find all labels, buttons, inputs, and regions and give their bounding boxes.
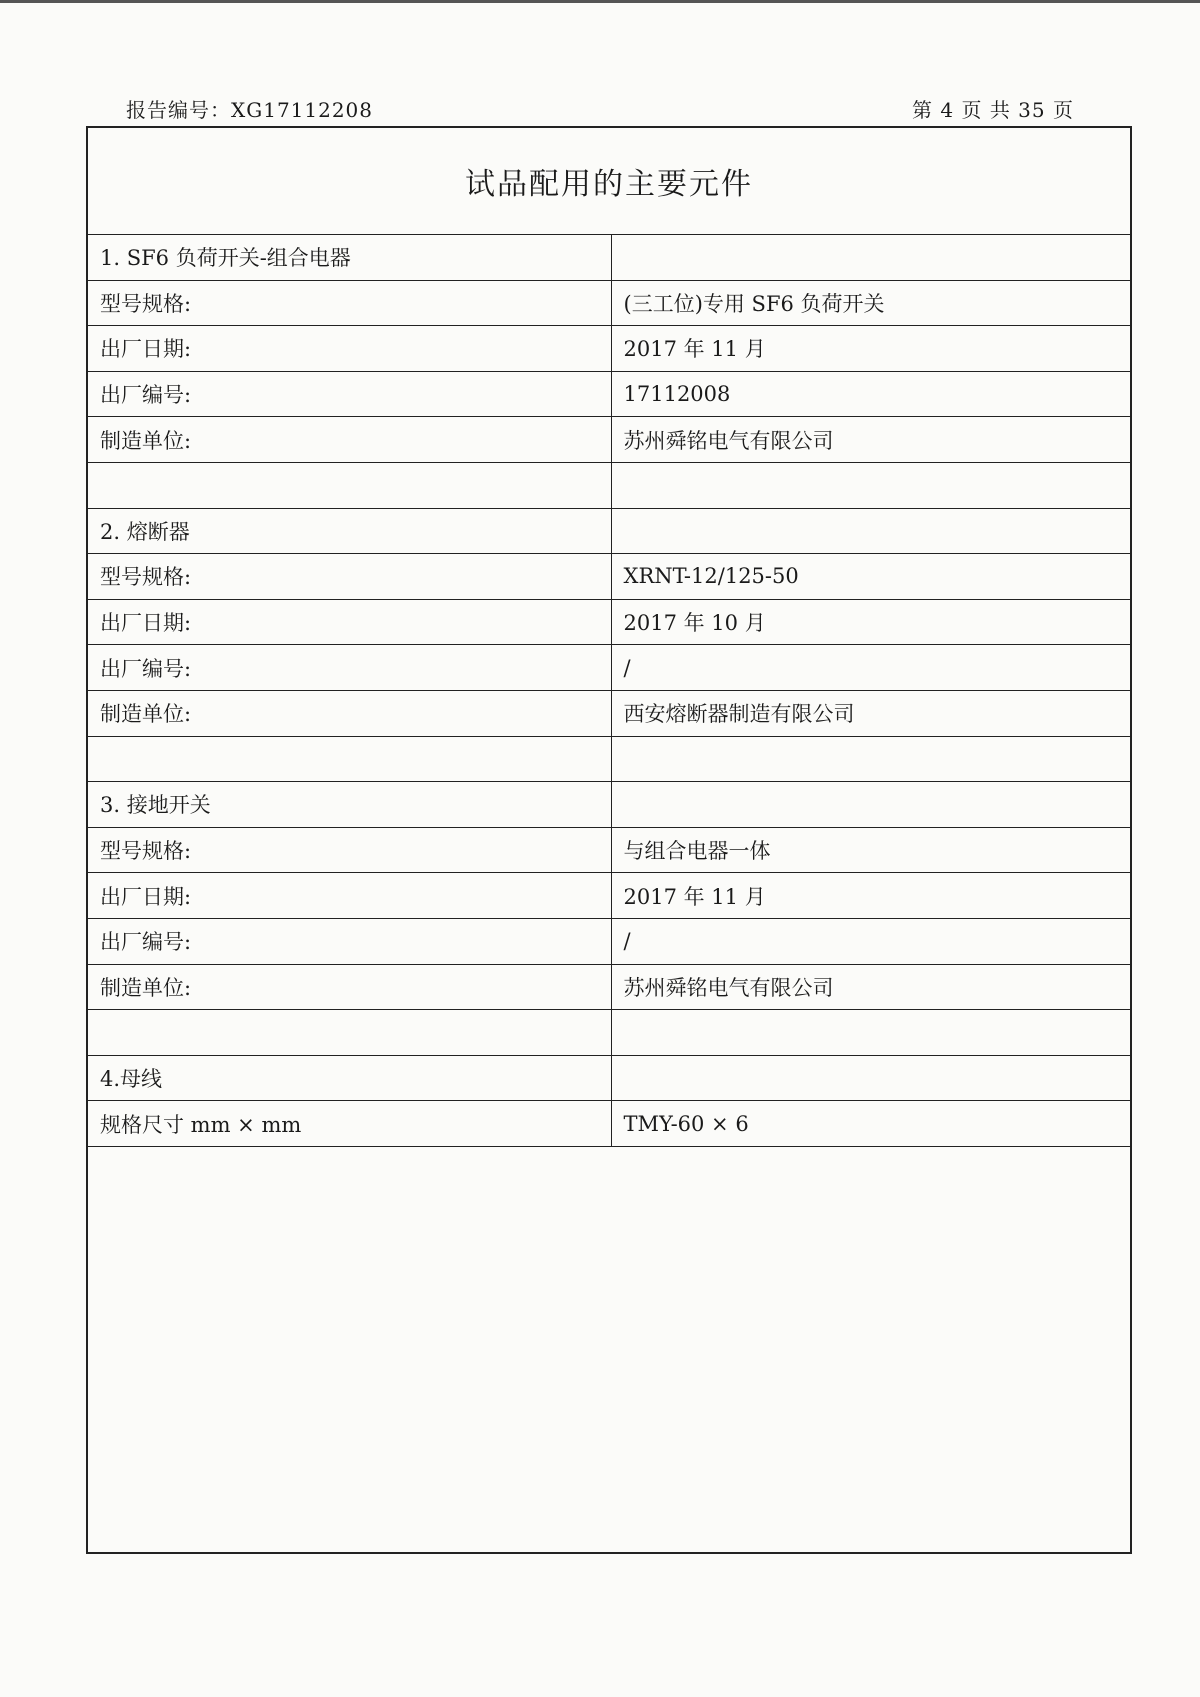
document-title: 试品配用的主要元件 [88, 128, 1130, 235]
row-value: XRNT-12/125-50 [611, 554, 1130, 600]
table-row [88, 280, 1130, 326]
row-label: 规格尺寸 mm × mm [88, 1101, 611, 1147]
row-value: 苏州舜铭电气有限公司 [611, 964, 1130, 1010]
row-value: 与组合电器一体 [611, 827, 1130, 873]
table-row [88, 918, 1130, 964]
row-label: 1. SF6 负荷开关-组合电器 [88, 235, 611, 280]
row-label: 4.母线 [88, 1055, 611, 1101]
table-row [88, 1010, 1130, 1056]
row-label: 2. 熔断器 [88, 508, 611, 554]
table-row [88, 1055, 1130, 1101]
scan-edge [0, 0, 1200, 3]
table-row [88, 371, 1130, 417]
row-value: 西安熔断器制造有限公司 [611, 690, 1130, 736]
row-label: 型号规格: [88, 554, 611, 600]
row-value [611, 736, 1130, 782]
row-value [611, 1010, 1130, 1056]
row-label: 型号规格: [88, 827, 611, 873]
table-row [88, 645, 1130, 691]
row-label: 出厂日期: [88, 599, 611, 645]
table-row [88, 599, 1130, 645]
row-label [88, 736, 611, 782]
row-value [611, 1055, 1130, 1101]
components-table-body [88, 235, 1130, 1146]
table-row [88, 417, 1130, 463]
row-label: 出厂编号: [88, 645, 611, 691]
table-row [88, 964, 1130, 1010]
row-value: / [611, 918, 1130, 964]
row-value [611, 462, 1130, 508]
components-table [88, 235, 1130, 1147]
table-row [88, 462, 1130, 508]
row-label: 型号规格: [88, 280, 611, 326]
row-label: 出厂日期: [88, 326, 611, 372]
row-value: 2017 年 11 月 [611, 873, 1130, 919]
report-number: 报告编号：XG17112208 [126, 98, 374, 122]
row-label: 制造单位: [88, 417, 611, 463]
row-label: 出厂编号: [88, 371, 611, 417]
row-value: / [611, 645, 1130, 691]
table-row [88, 508, 1130, 554]
table-row [88, 873, 1130, 919]
page-indicator: 第 4 页 共 35 页 [912, 98, 1074, 122]
row-value: 2017 年 10 月 [611, 599, 1130, 645]
row-value: 2017 年 11 月 [611, 326, 1130, 372]
table-row [88, 690, 1130, 736]
table-row [88, 554, 1130, 600]
table-row [88, 827, 1130, 873]
row-label [88, 462, 611, 508]
table-row [88, 736, 1130, 782]
document-frame [86, 126, 1132, 1554]
row-label [88, 1010, 611, 1056]
table-row [88, 1101, 1130, 1147]
row-value: TMY-60 × 6 [611, 1101, 1130, 1147]
row-label: 出厂编号: [88, 918, 611, 964]
table-row [88, 326, 1130, 372]
table-row [88, 235, 1130, 280]
row-value: 苏州舜铭电气有限公司 [611, 417, 1130, 463]
row-label: 出厂日期: [88, 873, 611, 919]
row-value [611, 508, 1130, 554]
row-value: (三工位)专用 SF6 负荷开关 [611, 280, 1130, 326]
row-label: 制造单位: [88, 690, 611, 736]
row-value: 17112008 [611, 371, 1130, 417]
table-row [88, 782, 1130, 828]
row-label: 3. 接地开关 [88, 782, 611, 828]
row-value [611, 782, 1130, 828]
row-value [611, 235, 1130, 280]
row-label: 制造单位: [88, 964, 611, 1010]
